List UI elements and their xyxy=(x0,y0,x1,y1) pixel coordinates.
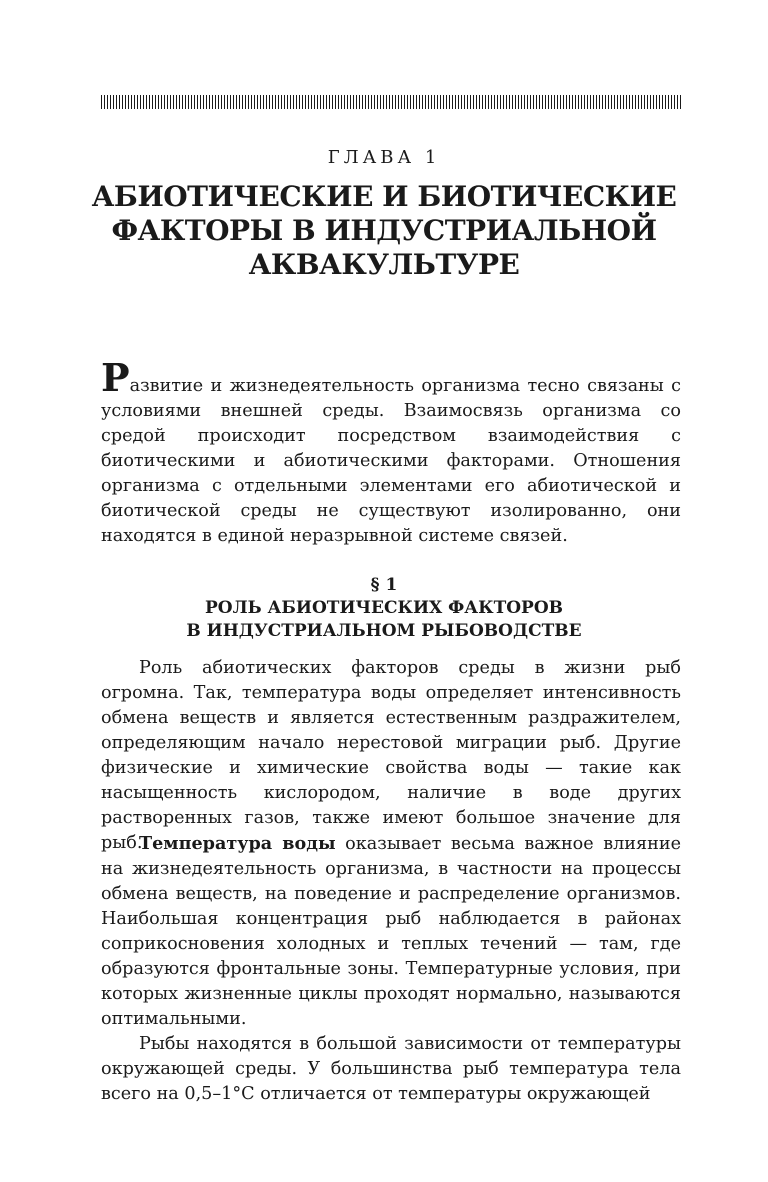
drop-cap: Р xyxy=(101,355,130,400)
decorative-rule xyxy=(101,95,681,109)
intro-text: азвитие и жизнедеятельность организма тесно связаны с условиями внешней среды. Взаимосвязь организма со средой происходит посредством взаимодействия с биотическими и абиотическими факторами. Отношения организма с отдельными элементами его абиотической и биотической среды не существуют изолированно, они находятся в единой неразрывной системе связей. xyxy=(101,376,681,546)
chapter-title: АБИОТИЧЕСКИЕ И БИОТИЧЕСКИЕ ФАКТОРЫ В ИНДУСТРИАЛЬНОЙ АКВАКУЛЬТУРЕ xyxy=(91,180,677,281)
paragraph-2-text: оказывает весьма важное влияние на жизнедеятельность организма, в частности на процессы обмена веществ, на поведение и распределение организмов. Наибольшая концентрация рыб наблюдается в районах соприкосновения холодных и теплых течений — там, где образуются фронтальные зоны. Температурные условия, при которых жизненные циклы проходят нормально, называются оптимальными. xyxy=(101,834,682,1029)
paragraph-2 xyxy=(101,831,681,1032)
chapter-label: ГЛАВА 1 xyxy=(327,147,441,168)
section-title-line2: В ИНДУСТРИАЛЬНОМ РЫБОВОДСТВЕ xyxy=(186,621,582,641)
term-water-temperature: Температура воды xyxy=(139,833,336,854)
paragraph-3: Рыбы находятся в большой зависимости от температуры окружающей среды. У большинства рыб температура тела всего на 0,5–1°С отличается от температуры окружающей xyxy=(101,1034,681,1104)
section-number: § 1 xyxy=(370,575,398,595)
section-title-line1: РОЛЬ АБИОТИЧЕСКИХ ФАКТОРОВ xyxy=(204,598,564,618)
section-heading xyxy=(0,574,768,643)
paragraph-1: Роль абиотических факторов среды в жизни рыб огромна. Так, температура воды определяет интенсивность обмена веществ и является естественным раздражителем, определяющим начало нерестовой миграции рыб. Другие физические и химические свойства воды — такие как насыщенность кислородом, наличие в воде других растворенных газов, также имеют большое значение для рыб. xyxy=(101,658,681,853)
intro-paragraph xyxy=(101,355,681,549)
